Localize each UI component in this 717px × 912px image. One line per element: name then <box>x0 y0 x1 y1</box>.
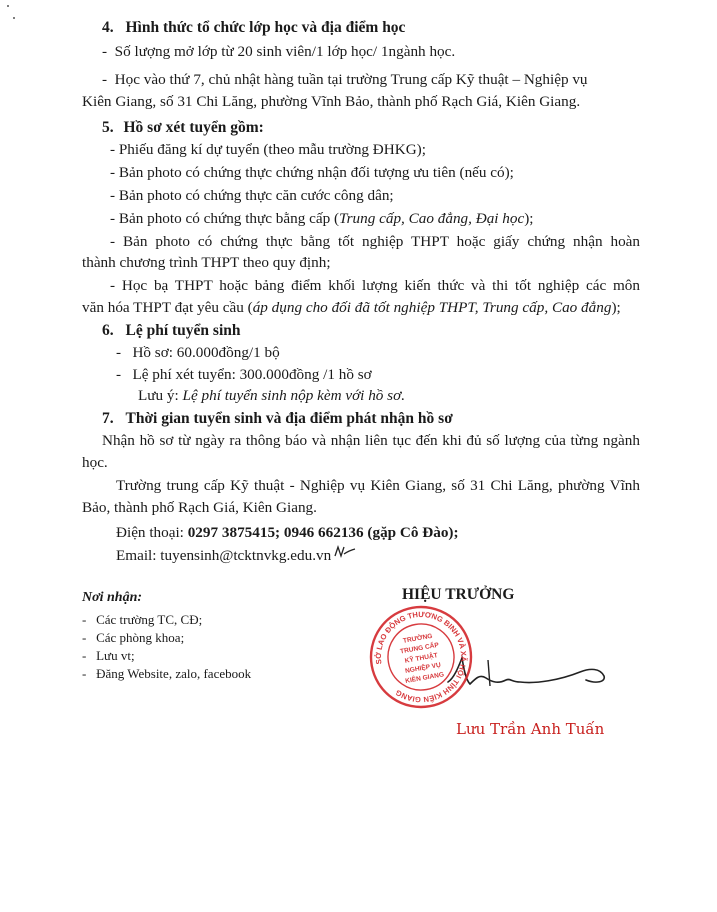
section-7-title: Thời gian tuyển sinh và địa điểm phát nhận hồ sơ <box>125 410 453 427</box>
section-7-para-2-cont: Bảo, thành phố Rạch Giá, Kiên Giang. <box>82 499 317 516</box>
section-6-title: Lệ phí tuyển sinh <box>125 322 241 339</box>
section-6-heading <box>102 321 241 340</box>
section-6-number: 6. <box>102 322 114 339</box>
section-7-heading <box>102 409 453 428</box>
section-4-item-2-cont: Kiên Giang, số 31 Chi Lăng, phường Vĩnh Bảo, thành phố Rạch Giá, Kiên Giang. <box>82 93 581 110</box>
section-5-title: Hồ sơ xét tuyển gồm: <box>123 119 264 136</box>
recipient-item: - Đăng Website, zalo, facebook <box>82 666 252 681</box>
section-5-item-6-suffix: ); <box>611 299 621 316</box>
section-5-item-4 <box>110 209 534 228</box>
section-7-phone <box>116 523 459 542</box>
recipient-item: - Lưu vt; <box>82 648 135 663</box>
section-5-item-6-italic: áp dụng cho đối đã tốt nghiệp THPT, Trung cấp, Cao đẳng <box>252 299 612 316</box>
section-5-item-1: - Phiếu đăng kí dự tuyển (theo mẫu trường ĐHKG); <box>110 141 426 158</box>
stamp-line-4: NGHIỆP VỤ <box>404 661 442 675</box>
section-5-item-2: - Bản photo có chứng thực chứng nhận đối tượng ưu tiên (nếu có); <box>110 164 514 181</box>
section-6-item-1: - Hồ sơ: 60.000đồng/1 bộ <box>116 344 280 361</box>
section-5-item-4-prefix: - Bản photo có chứng thực bằng cấp ( <box>110 210 340 227</box>
stamp-line-3: KỸ THUẬT <box>404 652 439 665</box>
section-5-item-4-italic: Trung cấp, Cao đẳng, Đại học <box>339 210 525 227</box>
scan-dots <box>2 0 22 28</box>
initial-mark-icon <box>333 544 357 560</box>
recipient-item: - Các phòng khoa; <box>82 630 185 645</box>
section-6-note-label: Lưu ý: <box>138 387 183 404</box>
section-7-para-1-cont: học. <box>82 454 108 471</box>
section-4-item-2-line-1: Học vào thứ 7, chủ nhật hàng tuần tại trường Trung cấp Kỹ thuật – Nghiệp vụ <box>114 71 588 88</box>
section-5-item-5-cont: thành chương trình THPT theo quy định; <box>82 254 331 271</box>
stamp-line-1: TRƯỜNG <box>402 632 434 645</box>
section-4-item-1-text: Số lượng mở lớp từ 20 sinh viên/1 lớp học/ 1ngành học. <box>114 43 456 60</box>
official-stamp <box>368 604 474 710</box>
section-5-heading <box>102 118 264 137</box>
section-4-item-1: - Số lượng mở lớp từ 20 sinh viên/1 lớp học/ 1ngành học. <box>102 43 456 60</box>
recipient-item-2: Các phòng khoa; <box>96 630 185 645</box>
recipient-item-4: Đăng Website, zalo, facebook <box>96 666 252 681</box>
section-6-item-2: - Lệ phí xét tuyển: 300.000đồng /1 hồ sơ <box>116 366 372 383</box>
section-5-number: 5. <box>102 119 114 136</box>
recipient-item: - Các trường TC, CĐ; <box>82 612 203 627</box>
section-5-item-6: - Học bạ THPT hoặc bảng điểm khối lượng kiến thức và thi tốt nghiệp các môn <box>110 277 640 294</box>
section-7-number: 7. <box>102 410 114 427</box>
section-6-note <box>138 386 405 405</box>
section-7-para-2: Trường trung cấp Kỹ thuật - Nghiệp vụ Kiên Giang, số 31 Chi Lăng, phường Vĩnh <box>116 477 640 494</box>
section-6-note-text: Lệ phí tuyển sinh nộp kèm với hồ sơ. <box>182 387 405 404</box>
email-label: Email: <box>116 547 161 564</box>
section-5-item-5: - Bản photo có chứng thực bằng tốt nghiệp THPT hoặc giấy chứng nhận hoàn <box>110 233 640 250</box>
signature-title: HIỆU TRƯỞNG <box>402 586 515 603</box>
section-5-item-4-suffix: ); <box>524 210 534 227</box>
section-5-item-6-prefix: văn hóa THPT đạt yêu cầu ( <box>82 299 253 316</box>
section-4-number: 4. <box>102 19 114 36</box>
phone-value: 0297 3875415; 0946 662136 (gặp Cô Đào); <box>187 524 459 541</box>
section-4-heading <box>102 18 405 37</box>
section-5-item-3: - Bản photo có chứng thực căn cước công dân; <box>110 187 394 204</box>
phone-label: Điện thoại: <box>116 524 188 541</box>
section-4-title: Hình thức tổ chức lớp học và địa điểm học <box>125 19 406 36</box>
section-6-item-1-text: Hồ sơ: 60.000đồng/1 bộ <box>132 344 280 361</box>
signer-name: Lưu Trần Anh Tuấn <box>456 720 605 738</box>
recipients-title: Nơi nhận: <box>82 590 143 605</box>
stamp-ring-text: SỞ LAO ĐỘNG THƯƠNG BINH VÀ XÃ HỘI TỈNH KIÊN GIANG <box>373 609 469 705</box>
recipient-item-1: Các trường TC, CĐ; <box>96 612 203 627</box>
section-6-item-2-text: Lệ phí xét tuyển: 300.000đồng /1 hồ sơ <box>132 366 372 383</box>
stamp-line-5: KIÊN GIANG <box>404 671 445 686</box>
recipient-item-3: Lưu vt; <box>96 648 135 663</box>
section-4-item-2: - Học vào thứ 7, chủ nhật hàng tuần tại trường Trung cấp Kỹ thuật – Nghiệp vụ <box>102 71 588 88</box>
section-5-item-6-cont <box>82 298 621 317</box>
stamp-line-2: TRUNG CẤP <box>399 641 440 656</box>
email-value: tuyensinh@tcktnvkg.edu.vn <box>160 547 332 564</box>
section-7-email <box>116 546 331 565</box>
section-7-para-1: Nhận hồ sơ từ ngày ra thông báo và nhận liên tục đến khi đủ số lượng của từng ngành <box>102 432 640 449</box>
